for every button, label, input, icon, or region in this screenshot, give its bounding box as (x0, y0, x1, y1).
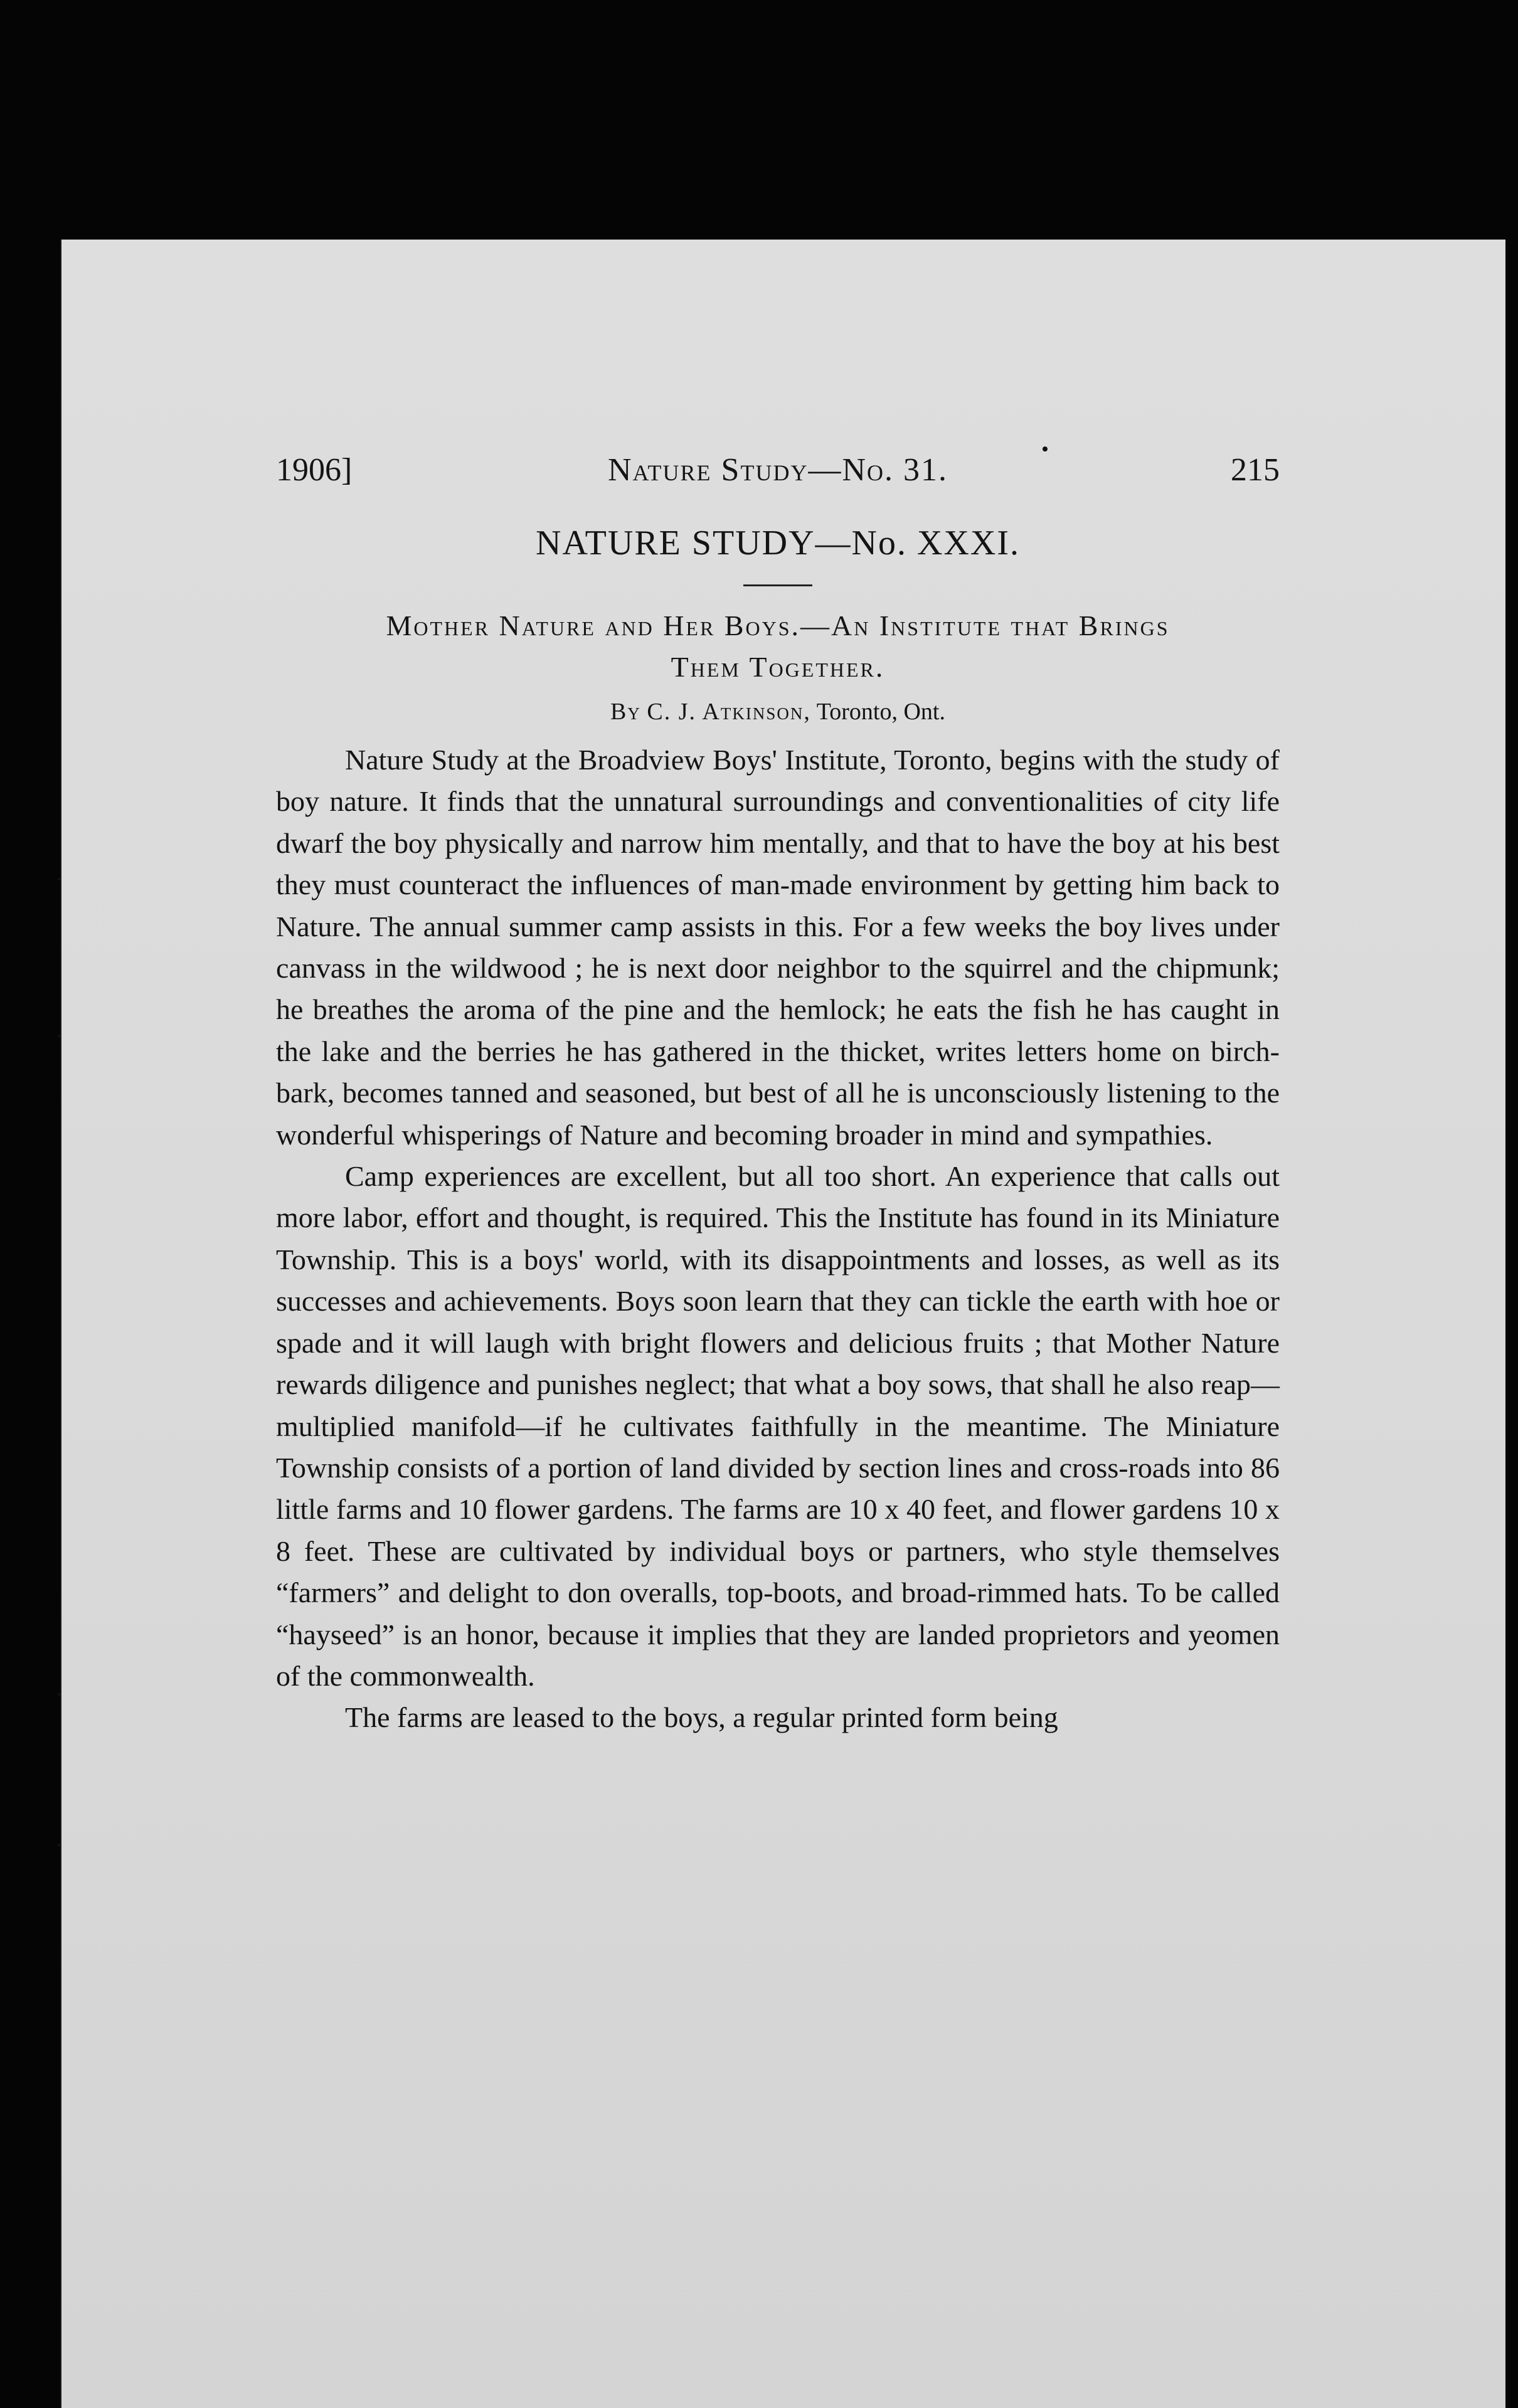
byline-place: Toronto, Ont. (816, 699, 945, 725)
byline-prefix: By (610, 699, 641, 725)
byline (276, 698, 1280, 726)
page-content (276, 452, 1280, 1739)
body-paragraph: The farms are leased to the boys, a regular printed form being (345, 1701, 1058, 1734)
subtitle-line: Mother Nature and Her Boys.—An Institute that Brings (386, 610, 1170, 642)
page-number: 215 (1231, 452, 1280, 488)
running-head (276, 452, 1280, 502)
article-subtitle (276, 605, 1280, 688)
body-paragraph: Camp experiences are excellent, but all too short. An experience that calls out more labor, effort and thought, is required. This the Institute has found in its Miniature Township. This is a boys' world, with its disappointments and losses, as well as its successes and achievements. Boys soon learn that they can tickle the earth with hoe or spade and it will laugh with bright flowers and delicious fruits ; that Mother Nature rewards diligence and punishes neglect; that what a boy sows, that shall he also reap—multiplied manifold—if he cultivates faithfully in the meantime. The Miniature Township consists of a portion of land divided by section lines and cross-roads into 86 little farms and 10 flower gardens. The farms are 10 x 40 feet, and flower gardens 10 x 8 feet. These are cultivated by individual boys or partners, who style themselves “farmers” and delight to don overalls, top-boots, and broad-rimmed hats. To be called “hayseed” is an honor, because it implies that they are landed proprietors and yeomen of the commonwealth. (276, 1160, 1280, 1692)
ink-speck (1043, 446, 1048, 452)
running-head-title: Nature Study—No. 31. (607, 452, 948, 488)
article-title: NATURE STUDY—No. XXXI. (536, 524, 1020, 562)
byline-author: C. J. Atkinson, (647, 699, 811, 725)
subtitle-line: Them Together. (671, 651, 885, 683)
body-paragraph: Nature Study at the Broadview Boys' Institute, Toronto, begins with the study of boy nature. It finds that the unnatural surroundings and conventionalities of city life dwarf the boy physically and narrow him mentally, and that to have the boy at his best they must counteract the influences of man-made environment by getting him back to Nature. The annual summer camp assists in this. For a few weeks the boy lives under canvass in the wildwood ; he is next door neighbor to the squirrel and the chipmunk; he breathes the aroma of the pine and the hemlock; he eats the fish he has caught in the lake and the berries he has gathered in the thicket, writes letters home on birch-bark, becomes tanned and seasoned, but best of all he is unconsciously listening to the wonderful whisperings of Nature and becoming broader in mind and sympathies. (276, 744, 1280, 1151)
running-head-year: 1906] (276, 452, 353, 488)
title-rule (743, 584, 812, 586)
